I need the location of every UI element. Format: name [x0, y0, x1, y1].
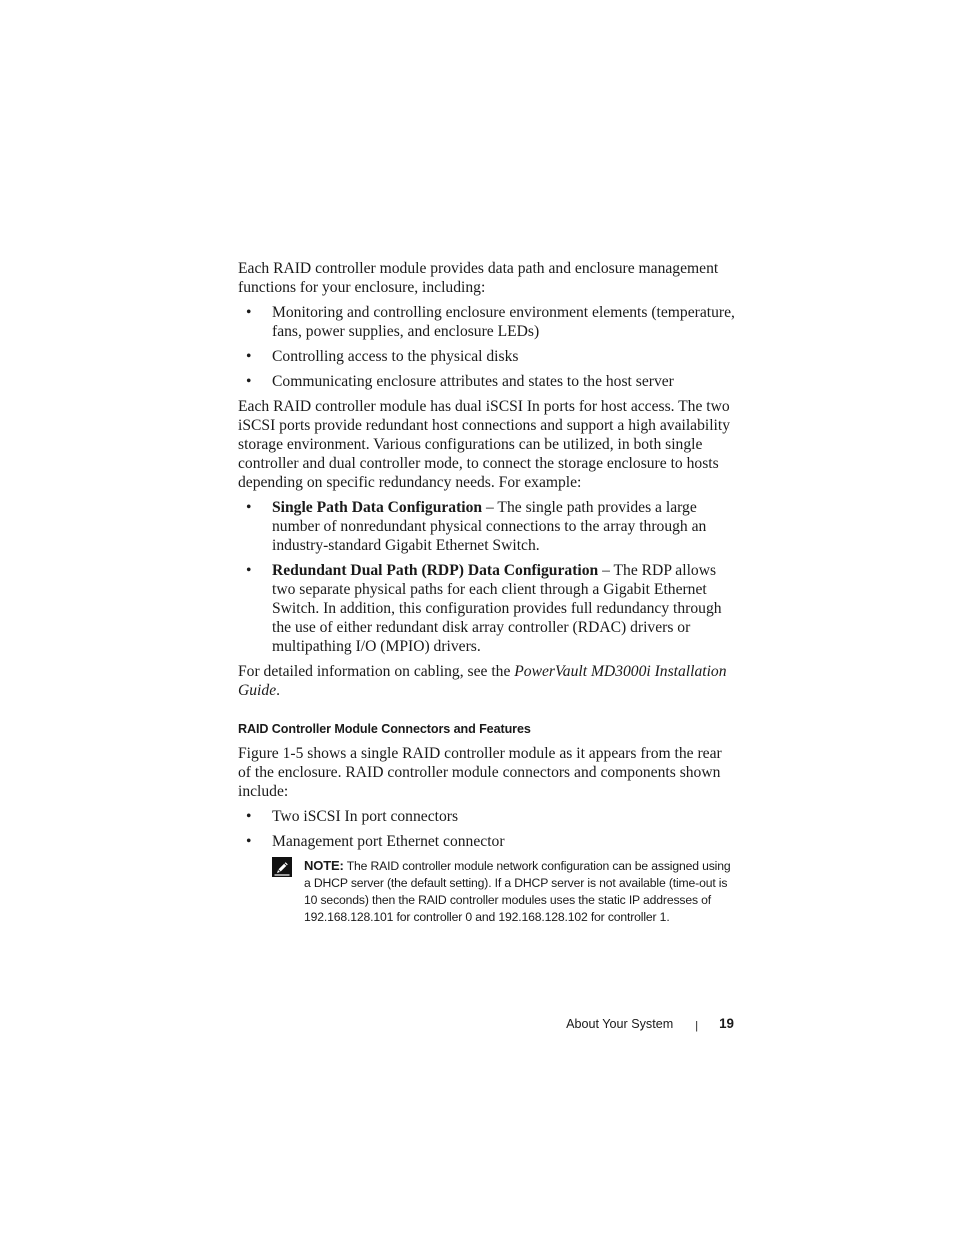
page-number: 19	[719, 1016, 734, 1031]
list-item: • Two iSCSI In port connectors	[246, 808, 459, 825]
config-term: Single Path Data Configuration	[272, 499, 483, 516]
note-label: NOTE:	[304, 858, 344, 873]
note-block	[272, 857, 738, 926]
section-paragraph: Figure 1-5 shows a single RAID controller module as it appears from the rear of the enclosure. RAID controller module connectors and components shown include:	[238, 745, 722, 800]
footer-chapter-title: About Your System	[566, 1017, 674, 1031]
config-description: – The single path provides a large number of nonredundant physical connections to the array through an industry-standard Gigabit Ethernet Switch.	[272, 499, 707, 554]
page-content	[238, 259, 738, 926]
list-item: • Monitoring and controlling enclosure environment elements (temperature, fans, power supplies, and enclosure LEDs)	[246, 304, 735, 340]
list-item: • Communicating enclosure attributes and states to the host server	[246, 373, 674, 390]
section-heading: RAID Controller Module Connectors and Features	[238, 722, 531, 736]
config-term: Redundant Dual Path (RDP) Data Configuration	[272, 562, 599, 579]
list-item: • Single Path Data Configuration – The single path provides a large number of nonredundant physical connections to the array through an industry-standard Gigabit Ethernet Switch.	[246, 499, 707, 554]
page-footer	[0, 1016, 734, 1033]
intro-paragraph: Each RAID controller module provides data path and enclosure management functions for your enclosure, including:	[238, 260, 719, 296]
functions-list	[238, 303, 738, 391]
iscsi-paragraph: Each RAID controller module has dual iSCSI In ports for host access. The two iSCSI ports provide redundant host connections and support a high availability storage environment. Various configurations can be utilized, in both single controller and dual controller mode, to connect the storage enclosure to hosts depending on specific redundancy needs. For example:	[238, 398, 730, 491]
connectors-list	[238, 807, 738, 851]
installation-guide-title: PowerVault MD3000i Installation Guide	[238, 663, 727, 699]
list-item: • Controlling access to the physical disks	[246, 348, 519, 365]
cabling-paragraph: For detailed information on cabling, see the PowerVault MD3000i Installation Guide.	[238, 663, 727, 699]
note-text: The RAID controller module network configuration can be assigned using a DHCP server (the default setting). If a DHCP server is not available (time-out is 10 seconds) then the RAID controller modules uses the static IP addresses of 192.168.128.101 for controller 0 and 192.168.128.102 for controller 1.	[304, 859, 731, 924]
list-item: • Management port Ethernet connector	[246, 833, 505, 850]
footer-separator: |	[695, 1020, 699, 1032]
list-item: • Redundant Dual Path (RDP) Data Configuration – The RDP allows two separate physical paths for each client through a Gigabit Ethernet Switch. In addition, this configuration provides full redundancy through the use of either redundant disk array controller (RDAC) drivers or multipathing I/O (MPIO) drivers.	[246, 562, 722, 655]
configurations-list	[238, 498, 738, 656]
config-description: – The RDP allows two separate physical paths for each client through a Gigabit Ethernet Switch. In addition, this configuration provides full redundancy through the use of either redundant disk array controller (RDAC) drivers or multipathing I/O (MPIO) drivers.	[272, 562, 722, 655]
note-pencil-icon	[272, 857, 292, 877]
